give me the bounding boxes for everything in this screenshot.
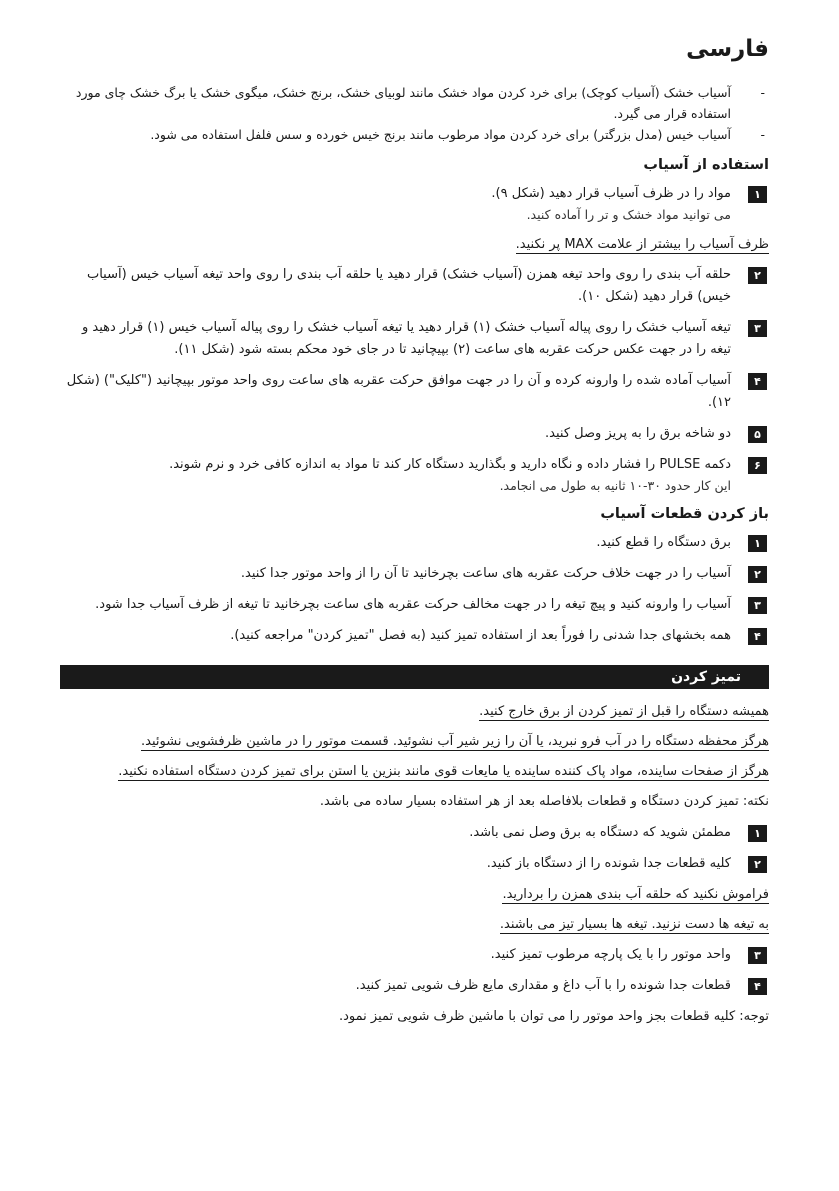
warning-text: هرگز محفظه دستگاه را در آب فرو نبرید، یا آن را زیر شیر آب نشوئید. قسمت موتور را در ماشین ظرفشویی نشوئید. (141, 734, 769, 749)
step-text: آسیاب را وارونه کنید و پیچ تیغه را در جهت مخالف حرکت عقربه های ساعت بچرخانید تا تیغه از ظرف آسیاب جدا شود. (95, 597, 731, 612)
step-text: همه بخشهای جدا شدنی را فوراً بعد از استفاده تمیز کنید (به فصل "تمیز کردن" مراجعه کنید). (230, 628, 731, 643)
section-bar-cleaning: تمیز کردن (60, 665, 769, 689)
disassemble-step-4 (60, 625, 769, 647)
using-step-2 (60, 264, 769, 308)
step-text: مواد را در ظرف آسیاب قرار دهید (شکل ۹). (491, 186, 731, 201)
step-number: ۴ (748, 373, 767, 390)
step-text: واحد موتور را با یک پارچه مرطوب تمیز کنید. (490, 947, 731, 962)
step-text: برق دستگاه را قطع کنید. (596, 535, 731, 550)
list-item: - آسیاب خیس (مدل بزرگتر) برای خرد کردن مواد مرطوب مانند برنج خیس خورده و سس فلفل استفاده می شود. (60, 124, 769, 145)
using-step-1 (60, 183, 769, 225)
step-text: دکمه PULSE را فشار داده و نگاه دارید و بگذارید دستگاه کار کند تا مواد به اندازه کافی خرد و نرم شوند. (169, 457, 731, 472)
step-text: آسیاب آماده شده را وارونه کرده و آن را در جهت موافق حرکت عقربه های ساعت روی واحد موتور بپیچانید ("کلیک") (شکل ۱۲). (66, 373, 731, 410)
step-text: مطمئن شوید که دستگاه به برق وصل نمی باشد. (469, 825, 731, 840)
step-number: ۲ (748, 267, 767, 284)
step-number: ۶ (748, 457, 767, 474)
step-number: ۳ (748, 947, 767, 964)
warning-text: همیشه دستگاه را قبل از تمیز کردن از برق خارج کنید. (479, 704, 769, 719)
list-item: - آسیاب خشک (آسیاب کوچک) برای خرد کردن مواد خشک مانند لوبیای خشک، برنج خشک، میگوی خشک یا برگ خشک چای مورد استفاده قرار می گیرد. (60, 82, 769, 124)
section-heading-using: استفاده از آسیاب (643, 157, 769, 173)
step-text: کلیه قطعات جدا شونده را از دستگاه باز کنید. (486, 856, 731, 871)
cleaning-tip: نکته: تمیز کردن دستگاه و قطعات بلافاصله بعد از هر استفاده بسیار ساده می باشد. (319, 794, 769, 809)
warning-max (60, 234, 769, 255)
warning-text: ظرف آسیاب را بیشتر از علامت MAX پر نکنید. (515, 237, 769, 252)
disassemble-step-1 (60, 532, 769, 554)
manual-page (60, 36, 769, 1037)
warning-unplug (60, 701, 769, 722)
section-heading-disassemble: باز کردن قطعات آسیاب (600, 506, 769, 522)
step-number: ۴ (748, 628, 767, 645)
using-step-6 (60, 454, 769, 496)
step-number: ۱ (748, 186, 767, 203)
warning-no-water (60, 731, 769, 752)
step-number: ۱ (748, 535, 767, 552)
cleaning-step-3 (60, 944, 769, 966)
cleaning-step-1 (60, 822, 769, 844)
step-number: ۲ (748, 566, 767, 583)
step-number: ۱ (748, 825, 767, 842)
step-text: دو شاخه برق را به پریز وصل کنید. (545, 426, 731, 441)
step-subtext: این کار حدود ۳۰-۱۰ ثانیه به طول می انجامد. (499, 478, 731, 493)
dishwasher-note: توجه: کلیه قطعات بجز واحد موتور را می توان با ماشین ظرف شویی تمیز نمود. (339, 1009, 769, 1024)
language-title: فارسی (686, 36, 769, 62)
step-subtext: می توانید مواد خشک و تر را آماده کنید. (526, 207, 731, 222)
disassemble-step-2 (60, 563, 769, 585)
step-text: تیغه آسیاب خشک را روی پیاله آسیاب خشک (۱) قرار دهید یا تیغه آسیاب خشک را روی پیاله آسیاب خیس (۱) قرار دهید و تیغه را در جهت عکس حرکت عقربه های ساعت (۲) بپیچانید تا در جای خود محکم بسته شود (شکل ۱۱). (81, 320, 731, 357)
step-number: ۵ (748, 426, 767, 443)
warning-no-abrasives (60, 761, 769, 782)
step-number: ۴ (748, 978, 767, 995)
step-number: ۲ (748, 856, 767, 873)
warning-seal-ring (60, 884, 769, 905)
cleaning-step-2 (60, 853, 769, 875)
disassemble-step-3 (60, 594, 769, 616)
warning-text: هرگز از صفحات ساینده، مواد پاک کننده ساینده یا مایعات قوی مانند بنزین یا استن برای تمیز کردن دستگاه استفاده نکنید. (118, 764, 769, 779)
warning-text: به تیغه ها دست نزنید. تیغه ها بسیار تیز می باشند. (499, 917, 769, 932)
warning-text: فراموش نکنید که حلقه آب بندی همزن را بردارید. (502, 887, 769, 902)
warning-sharp-blades (60, 914, 769, 935)
step-number: ۳ (748, 597, 767, 614)
grinder-types-list (60, 82, 769, 145)
step-text: قطعات جدا شونده را با آب داغ و مقداری مایع ظرف شویی تمیز کنید. (355, 978, 731, 993)
step-number: ۳ (748, 320, 767, 337)
using-step-5 (60, 423, 769, 445)
using-step-4 (60, 370, 769, 414)
step-text: آسیاب را در جهت خلاف حرکت عقربه های ساعت بچرخانید تا آن را از واحد موتور جدا کنید. (240, 566, 731, 581)
using-step-3 (60, 317, 769, 361)
step-text: حلقه آب بندی را روی واحد تیغه همزن (آسیاب خشک) قرار دهید یا حلقه آب بندی را روی واحد تیغه آسیاب خیس (آسیاب خیس) قرار دهید (شکل ۱۰). (86, 267, 731, 304)
cleaning-step-4 (60, 975, 769, 997)
